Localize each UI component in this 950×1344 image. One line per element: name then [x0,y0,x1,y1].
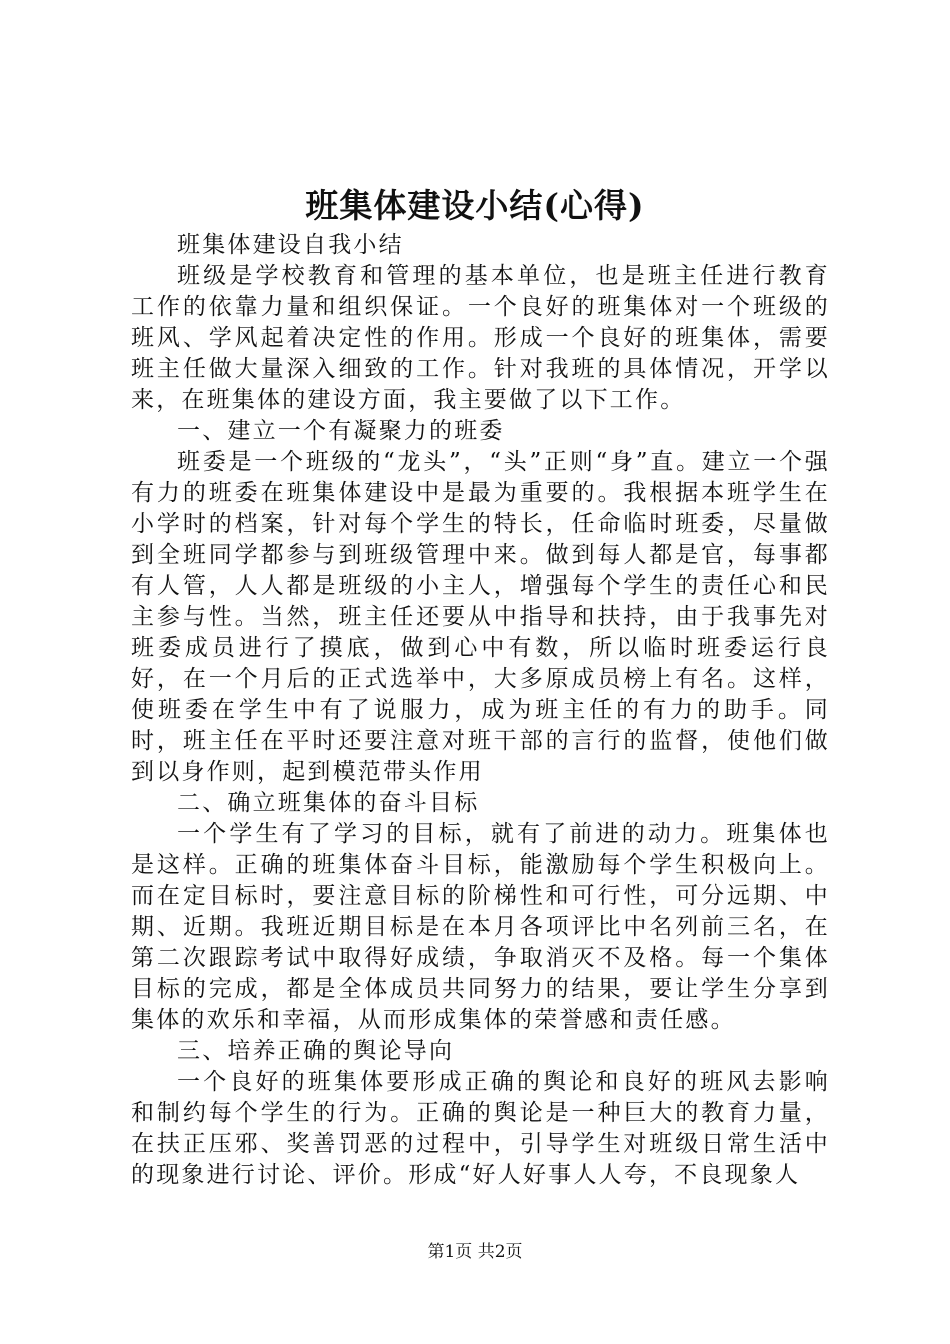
section-heading-3: 三、培养正确的舆论导向 [177,1038,455,1064]
paragraph-section-1: 班委是一个班级的“龙头”，“头”正则“身”直。建立一个强有力的班委在班集体建设中是最为重要的。我根据本班学生在小学时的档案，针对每个学生的特长，任命临时班委，尽量做到全班同学都参与到班级管理中来。做到每人都是官，每事都有人管，人人都是班级的小主人，增强每个学生的责任心和民主参与性。当然，班主任还要从中指导和扶持，由于我事先对班委成员进行了摸底，做到心中有数，所以临时班委运行良好，在一个月后的正式选举中，大多原成员榜上有名。这样，使班委在学生中有了说服力，成为班主任的有力的助手。同时，班主任在平时还要注意对班干部的言行的监督，使他们做到以身作则，起到模范带头作用 [131,449,830,785]
paragraph-section-3: 一个良好的班集体要形成正确的舆论和良好的班风去影响和制约每个学生的行为。正确的舆论是一种巨大的教育力量，在扶正压邪、奖善罚恶的过程中，引导学生对班级日常生活中的现象进行讨论、评价。形成“好人好事人人夸，不良现象人 [131,1069,830,1188]
section-heading-2: 二、确立班集体的奋斗目标 [177,790,480,816]
document-subtitle: 班集体建设自我小结 [177,232,404,258]
page-footer: 第1页 共2页 [427,1242,523,1262]
paragraph-intro: 班级是学校教育和管理的基本单位，也是班主任进行教育工作的依靠力量和组织保证。一个良好的班集体对一个班级的班风、学风起着决定性的作用。形成一个良好的班集体，需要班主任做大量深入细致的工作。针对我班的具体情况，开学以来，在班集体的建设方面，我主要做了以下工作。 [131,263,830,413]
document-body [131,230,830,1191]
section-heading-1: 一、建立一个有凝聚力的班委 [177,418,505,444]
paragraph-section-2: 一个学生有了学习的目标，就有了前进的动力。班集体也是这样。正确的班集体奋斗目标，能激励每个学生积极向上。而在定目标时，要注意目标的阶梯性和可行性，可分远期、中期、近期。我班近期目标是在本月各项评比中名列前三名，在第二次跟踪考试中取得好成绩，争取消灭不及格。每一个集体目标的完成，都是全体成员共同努力的结果，要让学生分享到集体的欢乐和幸福，从而形成集体的荣誉感和责任感。 [131,821,830,1033]
document-title: 班集体建设小结(心得) [305,186,645,225]
